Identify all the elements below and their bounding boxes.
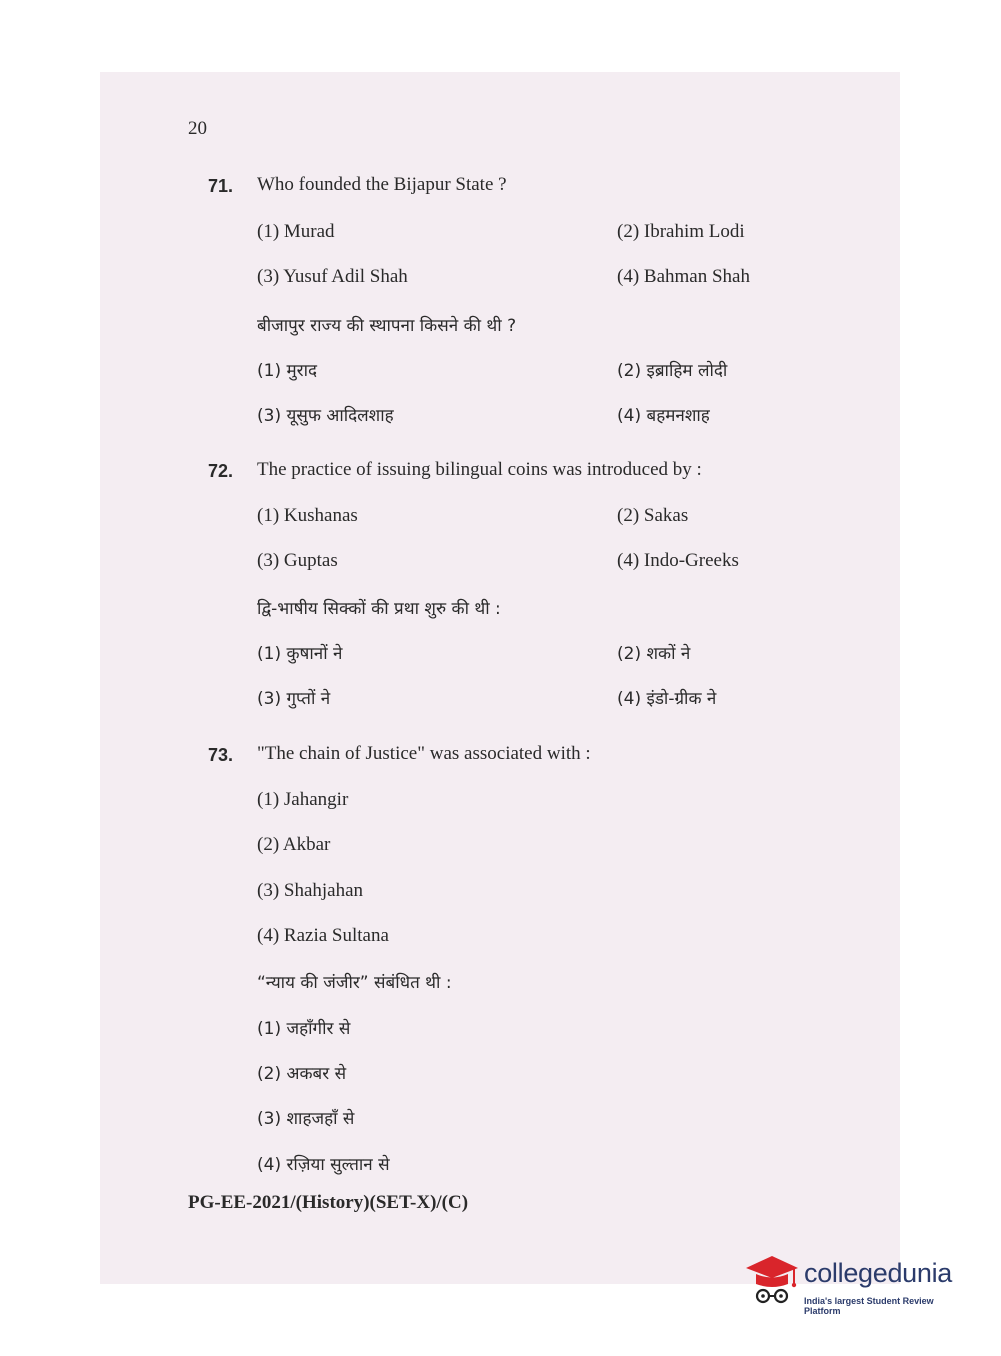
question-72-option-1-en: (1) Kushanas xyxy=(257,505,358,526)
question-73-option-3-hi: (3) शाहजहाँ से xyxy=(257,1109,355,1129)
question-72-option-2-en: (2) Sakas xyxy=(617,505,689,526)
question-72-text-hi: द्वि-भाषीय सिक्कों की प्रथा शुरु की थी : xyxy=(257,599,501,619)
question-73-option-3-en: (3) Shahjahan xyxy=(257,880,364,901)
question-73-text-en: "The chain of Justice" was associated with : xyxy=(257,743,591,764)
question-73-option-1-en: (1) Jahangir xyxy=(257,789,349,810)
page-number: 20 xyxy=(188,118,207,139)
question-71-option-3-hi: (3) यूसुफ आदिलशाह xyxy=(257,406,394,426)
question-71-text-en: Who founded the Bijapur State ? xyxy=(257,174,507,195)
question-73-option-2-en: (2) Akbar xyxy=(257,834,331,855)
logo-wordmark: collegedunia xyxy=(804,1258,953,1288)
question-71-text-hi: बीजापुर राज्य की स्थापना किसने की थी ? xyxy=(257,316,517,336)
question-71-option-2-en: (2) Ibrahim Lodi xyxy=(617,221,745,242)
question-72-option-3-en: (3) Guptas xyxy=(257,550,338,571)
question-72-text-en: The practice of issuing bilingual coins was introduced by : xyxy=(257,459,702,480)
question-73-option-4-hi: (4) रज़िया सुल्तान से xyxy=(257,1155,390,1175)
question-72-option-2-hi: (2) शकों ने xyxy=(617,644,691,664)
exam-page xyxy=(100,72,900,1284)
question-72-option-3-hi: (3) गुप्तों ने xyxy=(257,689,331,709)
question-71-option-4-en: (4) Bahman Shah xyxy=(617,266,750,287)
question-71-option-1-en: (1) Murad xyxy=(257,221,335,242)
question-71-option-2-hi: (2) इब्राहिम लोदी xyxy=(617,361,728,381)
graduate-cap-face-icon xyxy=(742,1250,802,1319)
question-71-option-3-en: (3) Yusuf Adil Shah xyxy=(257,266,408,287)
exam-code-footer: PG-EE-2021/(History)(SET-X)/(C) xyxy=(188,1192,469,1213)
logo-tagline: India's largest Student Review Platform xyxy=(804,1296,934,1316)
question-72-option-1-hi: (1) कुषानों ने xyxy=(257,644,343,664)
question-number-71: 71. xyxy=(208,176,234,196)
collegedunia-logo xyxy=(742,1250,967,1314)
question-72-option-4-hi: (4) इंडो-ग्रीक ने xyxy=(617,689,717,709)
question-71-option-4-hi: (4) बहमनशाह xyxy=(617,406,710,426)
question-73-option-4-en: (4) Razia Sultana xyxy=(257,925,389,946)
question-number-73: 73. xyxy=(208,745,234,765)
question-71-option-1-hi: (1) मुराद xyxy=(257,361,318,381)
question-73-option-1-hi: (1) जहाँगीर से xyxy=(257,1019,351,1039)
question-72-option-4-en: (4) Indo-Greeks xyxy=(617,550,739,571)
question-73-text-hi: “न्याय की जंजीर” संबंधित थी : xyxy=(257,973,452,993)
question-number-72: 72. xyxy=(208,461,234,481)
question-73-option-2-hi: (2) अकबर से xyxy=(257,1064,347,1084)
